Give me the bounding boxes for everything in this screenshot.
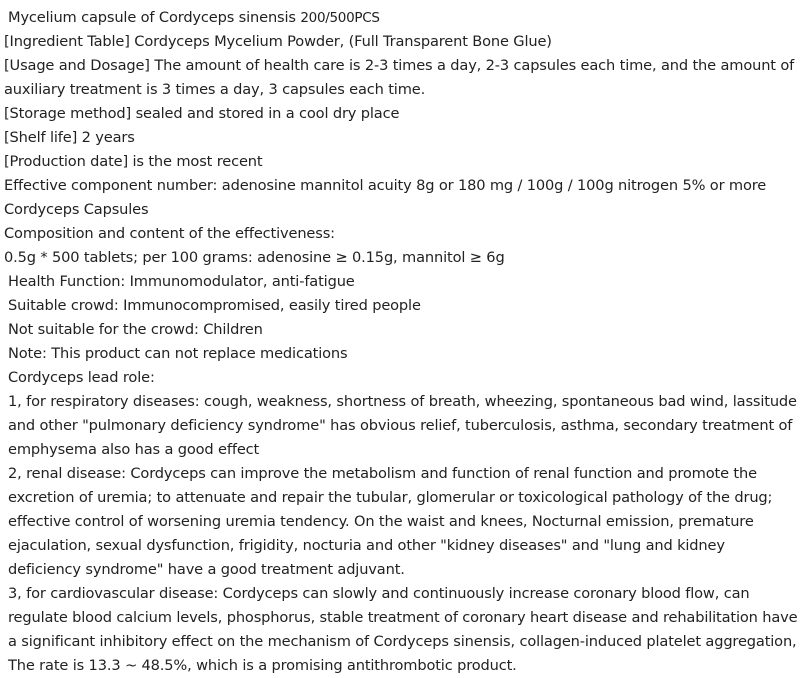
- effective-component-line: Effective component number: adenosine mannitol acuity 8g or 180 mg / 100g / 100g nitrogen 5% or more: [4, 177, 767, 194]
- production-date-line: [Production date] is the most recent: [4, 153, 263, 170]
- not-suitable-line: Not suitable for the crowd: Children: [8, 321, 263, 338]
- shelf-life-line: [Shelf life] 2 years: [4, 129, 135, 146]
- composition-heading: Composition and content of the effectiveness:: [4, 225, 335, 242]
- title-count: 200/500PCS: [300, 10, 380, 26]
- lead-role-heading: Cordyceps lead role:: [8, 369, 155, 386]
- storage-line: [Storage method] sealed and stored in a cool dry place: [4, 105, 400, 122]
- suitable-crowd-line: Suitable crowd: Immunocompromised, easily tired people: [8, 297, 421, 314]
- note-line: Note: This product can not replace medications: [8, 345, 348, 362]
- cardiovascular-paragraph: 3, for cardiovascular disease: Cordyceps can slowly and continuously increase coronary blood flow, can regulate blood calcium levels, phosphorus, stable treatment of coronary heart disease and rehabilitation have a significant inhibitory effect on the mechanism of Cordyceps sinensis, collagen-induced platelet aggregation, The rate is 13.3 ~ 48.5%, which is a promising antithrombotic product.: [8, 585, 798, 674]
- product-name-line: Cordyceps Capsules: [4, 201, 149, 218]
- product-title: [4, 6, 800, 30]
- renal-paragraph: 2, renal disease: Cordyceps can improve the metabolism and function of renal function and promote the excretion of uremia; to attenuate and repair the tubular, glomerular or toxicological pathology of the drug; effective control of worsening uremia tendency. On the waist and knees, Nocturnal emission, premature ejaculation, sexual dysfunction, frigidity, nocturia and other "kidney diseases" and "lung and kidney deficiency syndrome" have a good treatment adjuvant.: [8, 465, 773, 578]
- product-description: [4, 6, 800, 678]
- title-text: Mycelium capsule of Cordyceps sinensis: [8, 9, 296, 26]
- usage-dosage-line: [Usage and Dosage] The amount of health care is 2-3 times a day, 2-3 capsules each time, and the amount of auxiliary treatment is 3 times a day, 3 capsules each time.: [4, 57, 795, 98]
- ingredient-line: [Ingredient Table] Cordyceps Mycelium Powder, (Full Transparent Bone Glue): [4, 33, 552, 50]
- health-function-line: Health Function: Immunomodulator, anti-fatigue: [8, 273, 355, 290]
- composition-line: 0.5g * 500 tablets; per 100 grams: adenosine ≥ 0.15g, mannitol ≥ 6g: [4, 249, 505, 266]
- respiratory-paragraph: 1, for respiratory diseases: cough, weakness, shortness of breath, wheezing, spontaneous bad wind, lassitude and other "pulmonary deficiency syndrome" has obvious relief, tuberculosis, asthma, secondary treatment of emphysema also has a good effect: [8, 393, 797, 458]
